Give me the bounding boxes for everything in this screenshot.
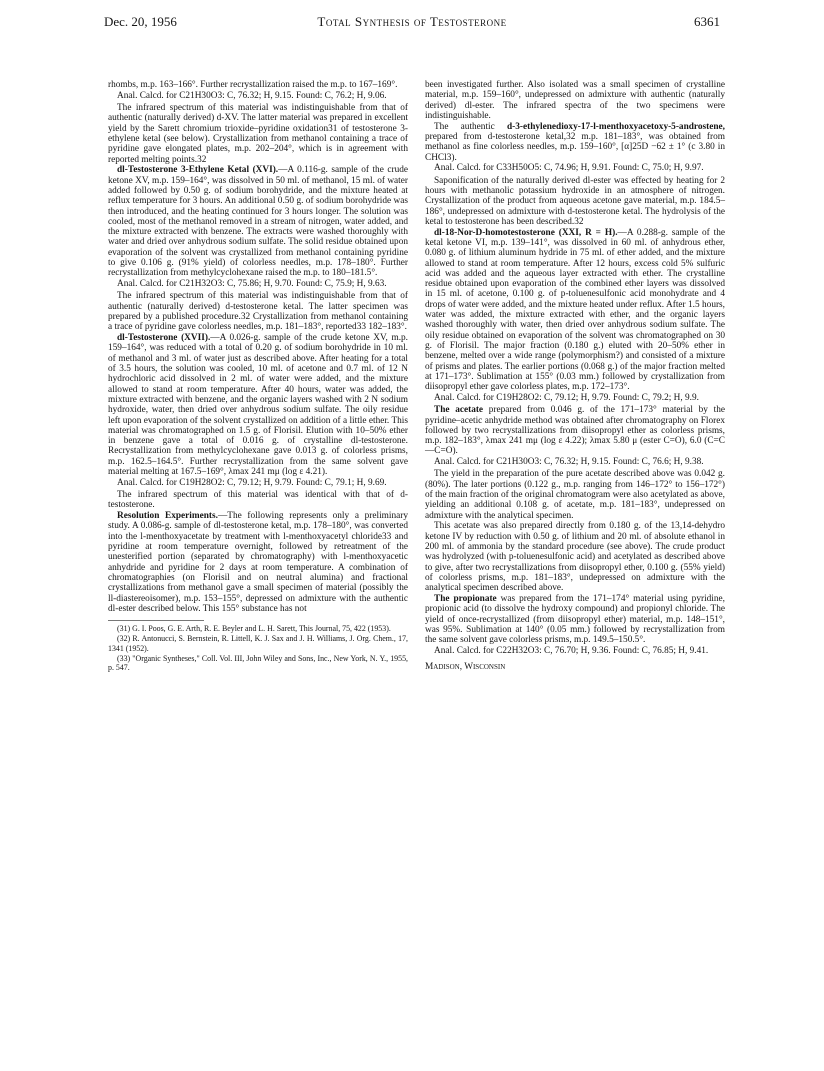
section-heading: The propionate bbox=[434, 594, 497, 605]
paragraph bbox=[425, 594, 725, 645]
paragraph-text: —A 0.288-g. sample of the ketal ketone VI, m.p. 139–141°, was dissolved in 60 ml. of anhydrous ether, 0.080 g. of lithium aluminum hydride in 75 ml. of ether added, and the mixture allowed to stand at room temperature. After 12 hours, excess cold 5% sulfuric acid was added and the aqueous layer extracted with ether. The crystalline residue obtained upon evaporation of the combined ether layers was dissolved in 15 ml. of acetone, 0.100 g. of p-toluenesulfonic acid monohydrate and 4 drops of water were added, and the mixture heated under reflux. After 1.5 hours, water was added, the mixture extracted with ether, and the organic layers washed thoroughly with water, then dried over anhydrous sodium sulfate. The oily residue obtained on evaporation of the solvent was chromatographed on 30 g. of Florisil. The major fraction (0.180 g.) eluted with 20–50% ether in benzene, melted over a wide range (polymorphism?) and consisted of a mixture of prisms and plates. The earlier portions (0.068 g.) of the major fraction melted at 171–173°. Sublimation at 155° (0.03 mm.) followed by crystallization from diisopropyl ether gave colorless plates, m.p. 172–173°. bbox=[425, 227, 726, 393]
paragraph: The infrared spectrum of this material was identical with that of d-testosterone. bbox=[108, 490, 408, 511]
analysis-line: Anal. Calcd. for C21H30O3: C, 76.32; H, 9.15. Found: C, 76.2; H, 9.06. bbox=[117, 90, 387, 101]
analysis-line: Anal. Calcd. for C21H32O3: C, 75.86; H, 9.70. Found: C, 75.9; H, 9.63. bbox=[117, 279, 387, 290]
paragraph-text: —The following represents only a preliminary study. A 0.086-g. sample of dl-testosterone ketal, m.p. 178–180°, was converted into the l-menthoxyacetate by treatment with l-menthoxyacetyl chloride33 and pyridine at room temperature overnight, followed by retreatment of the unesterified portion (separated by chromatography) with l-menthoxyacetic anhydride and pyridine for 2 days at room temperature. A combination of chromatographies (on Florisil and on neutral alumina) and fractional crystallizations from methanol gave a small specimen of material (possibly the ll-diastereoisomer), m.p. 153–155°, depressed on admixture with the authentic dl-ester described below. This 155° substance has not bbox=[108, 511, 408, 614]
section-heading: dl-Testosterone (XVII). bbox=[117, 333, 211, 344]
analysis-line: Anal. Calcd. for C22H32O3: C, 76.70; H, 9.36. Found: C, 76.85; H, 9.41. bbox=[434, 646, 709, 657]
footnote: (32) R. Antonucci, S. Bernstein, R. Littell, K. J. Sax and J. H. Williams, J. Org. Chem., 17, 1341 (1952). bbox=[108, 634, 408, 653]
paragraph: This acetate was also prepared directly from 0.180 g. of the 13,14-dehydro ketone IV by reduction with 0.50 g. of lithium and 20 ml. of absolute ethanol in 200 ml. of ammonia by the standard procedure (see above). The crude product was hydrolyzed (with p-toluenesulfonic acid) and acetylated as described above to give, after two recrystallizations from diisopropyl ether, 0.100 g. (55% yield) of colorless prisms, m.p. 181–183°, undepressed on admixture with the analytical specimen described above. bbox=[425, 521, 725, 594]
footnote: (31) G. I. Poos, G. E. Arth, R. E. Beyler and L. H. Sarett, This Journal, 75, 422 (1953). bbox=[117, 624, 391, 634]
paragraph bbox=[425, 122, 725, 163]
paragraph bbox=[108, 165, 408, 278]
paragraph bbox=[425, 228, 725, 393]
paragraph-text: —A 0.026-g. sample of the crude ketone XV, m.p. 159–164°, was reduced with a total of 0.20 g. of sodium borohydride in 10 ml. of methanol and 3 ml. of water just as described above. After heating for a total of 3.5 hours, the solution was cooled, 10 ml. of acetone and 0.7 ml. of 12 N hydrochloric acid dissolved in 2 ml. of water were added, and the mixture allowed to stand at room temperature. After 40 hours, water was added, the mixture extracted with benzene, and the organic layers washed with 2 N sodium hydroxide, water, then dried over anhydrous sodium sulfate. The oily residue left upon evaporation of the solvent crystallized on addition of a little ether. This material was chromatographed on 1.5 g. of Florisil. Elution with 10–50% ether in benzene gave a total of 0.016 g. of crystalline dl-testosterone. Recrystallization from methylcyclohexane gave 0.013 g. of colorless prisms, m.p. 162.5–164.5°. Further recrystallization from the same solvent gave material melting at 167.5–169°, λmax 241 mμ (log ε 4.21). bbox=[108, 333, 408, 477]
footnote: (33) "Organic Syntheses," Coll. Vol. III, John Wiley and Sons, Inc., New York, N. Y., 1955, p. 547. bbox=[108, 653, 408, 672]
paragraph bbox=[108, 333, 408, 477]
footnote-rule bbox=[108, 620, 204, 621]
paragraph: The yield in the preparation of the pure acetate described above was 0.042 g. (80%). The later portions (0.122 g., m.p. ranging from 146–172° to 156–172°) of the main fraction of the original chromatogram were also acetylated as above, yielding an additional 0.108 g. of acetate, m.p. 181–183°, undepressed on admixture with the analytical specimen. bbox=[425, 469, 725, 521]
footnotes bbox=[108, 624, 408, 672]
paragraph bbox=[425, 405, 725, 456]
paragraph: been investigated further. Also isolated was a small specimen of crystalline material, m.p. 159–160°, undepressed on admixture with authentic (naturally derived) dl-ester. The infrared spectra of the two specimens were indistinguishable. bbox=[425, 80, 725, 121]
header-page-number: 6361 bbox=[694, 14, 720, 29]
section-heading: Resolution Experiments. bbox=[117, 511, 218, 522]
header-title: Total Synthesis of Testosterone bbox=[317, 14, 507, 29]
paragraph-text: —A 0.116-g. sample of the crude ketone XV, m.p. 159–164°, was dissolved in 50 ml. of methanol, 15 ml. of water added followed by 0.50 g. of sodium borohydride, and the mixture heated at reflux temperature for 3 hours. An additional 0.50 g. of sodium borohydride was then introduced, and the heating continued for 3 hours longer. The solution was cooled, most of the methanol removed in a stream of nitrogen, water added, and the mixture extracted with benzene. The extracts were washed thoroughly with water and dried over anhydrous sodium sulfate. The solid residue obtained upon evaporation of the solvent was crystallized from methanol containing pyridine to give 0.106 g. (91% yield) of colorless needles, m.p. 178–180°. Further recrystallization from methylcyclohexane raised the m.p. to 180–181.5°. bbox=[108, 165, 409, 279]
paragraph: The infrared spectrum of this material was indistinguishable from that of authentic (naturally derived) d-testosterone ketal. The latter specimen was prepared by a published procedure.32 Crystallization from methanol containing a trace of pyridine gave colorless needles, m.p. 181–183°, reported33 182–183°. bbox=[108, 291, 408, 333]
paragraph: rhombs, m.p. 163–166°. Further recrystallization raised the m.p. to 167–169°. bbox=[108, 80, 398, 90]
section-heading: The acetate bbox=[434, 405, 484, 416]
section-heading: d-3-ethylenedioxy-17-l-menthoxyacetoxy-5-androstene, bbox=[506, 121, 725, 132]
analysis-line: Anal. Calcd. for C33H50O5: C, 74.96; H, 9.91. Found: C, 75.0; H, 9.97. bbox=[434, 163, 704, 174]
paragraph bbox=[108, 511, 408, 614]
section-heading: dl-18-Nor-D-homotestosterone (XXI, R = H). bbox=[434, 227, 618, 238]
analysis-line: Anal. Calcd. for C19H28O2: C, 79.12; H, 9.79. Found: C, 79.2; H, 9.9. bbox=[434, 392, 699, 403]
author-address: Madison, Wisconsin bbox=[425, 662, 506, 673]
right-column bbox=[425, 80, 725, 673]
paragraph-text: prepared from d-testosterone ketal,32 m.p. 181–183°, was obtained from methanol as fine colorless needles, m.p. 159–160°, [α]25D −62 ± 1° (c 3.80 in CHCl3). bbox=[425, 131, 725, 163]
left-column bbox=[108, 80, 408, 673]
header-date: Dec. 20, 1956 bbox=[104, 14, 177, 29]
running-header bbox=[104, 14, 720, 32]
paragraph-text: The authentic bbox=[434, 121, 507, 132]
analysis-line: Anal. Calcd. for C19H28O2: C, 79.12; H, 9.79. Found: C, 79.1; H, 9.69. bbox=[117, 477, 387, 488]
paragraph: The infrared spectrum of this material was indistinguishable from that of authentic (naturally derived) d-XV. The latter material was prepared in excellent yield by the Sarett chromium trioxide–pyridine oxidation31 of testosterone 3-ethylene ketal (see below). Crystallization from methanol containing a trace of pyridine gave elongated plates, m.p. 202–204°, which is in agreement with reported melting points.32 bbox=[108, 103, 408, 165]
analysis-line: Anal. Calcd. for C21H30O3: C, 76.32; H, 9.15. Found: C, 76.6; H, 9.38. bbox=[434, 457, 704, 468]
paragraph-text: was prepared from the 171–174° material using pyridine, propionic acid (to dissolve the hydroxy compound) and propionyl chloride. The yield of once-recrystallized (from diisopropyl ether) material, m.p. 148–151°, was 95%. Sublimation at 140° (0.05 mm.) followed by recrystallization from the same solvent gave colorless prisms, m.p. 149.5–150.5°. bbox=[425, 594, 725, 646]
paragraph-text: prepared from 0.046 g. of the 171–173° material by the pyridine–acetic anhydride method was obtained after chromatography on Florex followed by two recrystallizations from diisopropyl ether as colorless prisms, m.p. 182–183°, λmax 241 mμ (log ε 4.22); λmax 5.80 μ (ester C=O), 6.0 (C=C—C=O). bbox=[425, 405, 725, 457]
section-heading: dl-Testosterone 3-Ethylene Ketal (XVI). bbox=[117, 165, 279, 176]
paragraph: Saponification of the naturally derived dl-ester was effected by heating for 2 hours with methanolic potassium hydroxide in an atmosphere of nitrogen. Crystallization of the product from aqueous acetone gave material, m.p. 184.5–186°, undepressed on admixture with d-testosterone ketal. The hydrolysis of the ketal to testosterone has been described.32 bbox=[425, 175, 725, 227]
